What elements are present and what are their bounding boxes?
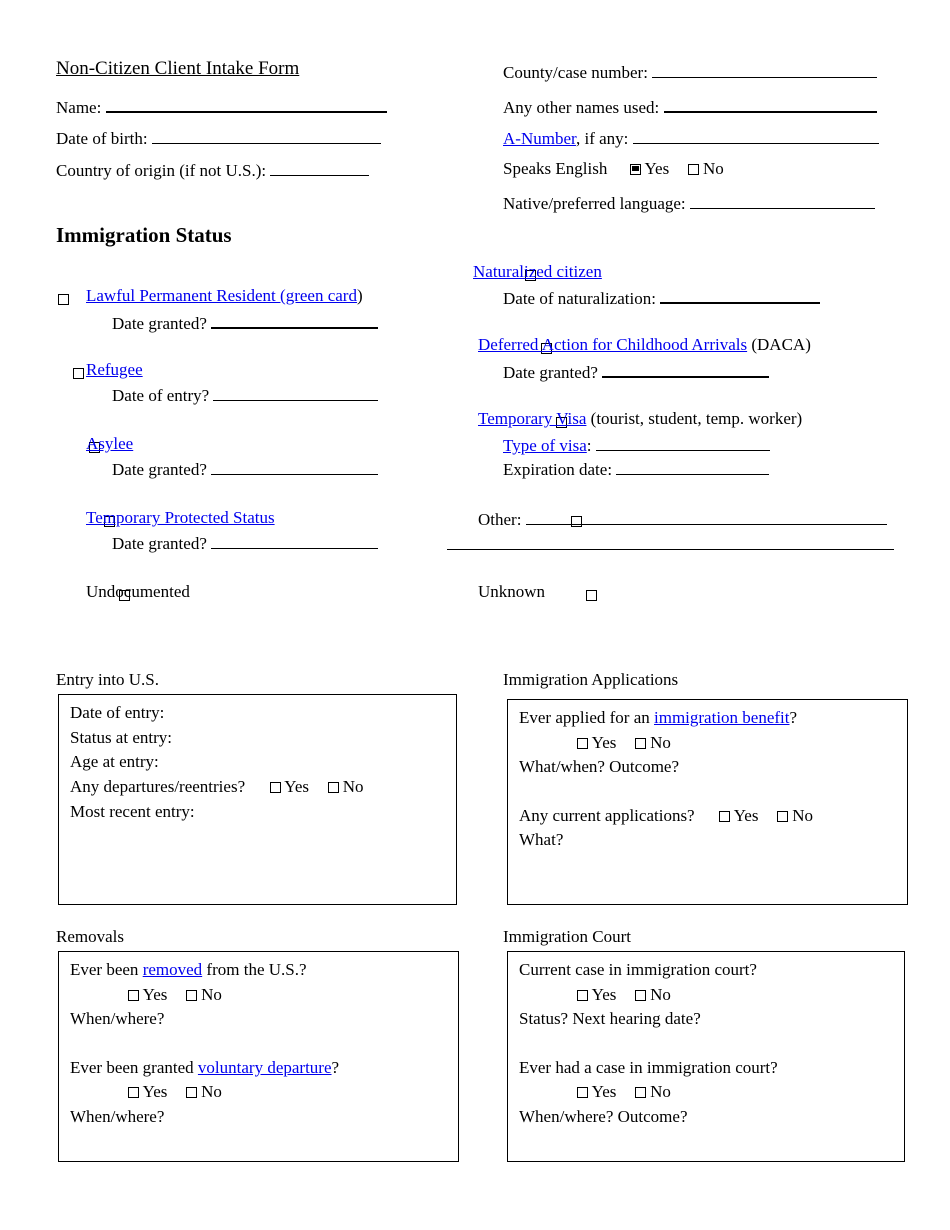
- tps-date-label: Date granted?: [112, 534, 207, 553]
- lpr-close-paren: ): [356, 286, 363, 305]
- voluntary-departure-options: [128, 1082, 222, 1102]
- removed-yes-checkbox[interactable]: [128, 990, 139, 1001]
- tps-label: [86, 508, 275, 528]
- other-status-label: Other:: [478, 510, 522, 529]
- anumber-field[interactable]: [633, 127, 879, 144]
- current-applications-label: Any current applications?: [519, 806, 695, 825]
- removals-box-title: Removals: [56, 927, 124, 946]
- naturalization-date-field[interactable]: [660, 286, 820, 304]
- lpr-date-label: Date granted?: [112, 314, 207, 333]
- departures-no-checkbox[interactable]: [328, 782, 339, 793]
- lpr-open-paren: (: [280, 286, 286, 305]
- voluntary-departure-link[interactable]: voluntary departure: [197, 1058, 332, 1077]
- naturalized-label: [473, 262, 602, 282]
- past-court-case-options: [577, 1082, 671, 1102]
- applied-benefit-options: [577, 733, 671, 753]
- language-label: Native/preferred language:: [503, 194, 686, 213]
- voluntary-departure-yes-checkbox[interactable]: [128, 1087, 139, 1098]
- temp-visa-label: [478, 409, 802, 429]
- tps-date-row: [112, 532, 378, 554]
- asylee-date-label: Date granted?: [112, 460, 207, 479]
- voluntary-departure-suffix: ?: [331, 1058, 340, 1077]
- departures-row: [70, 777, 364, 797]
- past-court-case-yes-label: Yes: [591, 1082, 617, 1101]
- naturalized-link[interactable]: Naturalized citizen: [473, 262, 602, 281]
- visa-expiration-row: [503, 458, 769, 480]
- current-court-case-yes-checkbox[interactable]: [577, 990, 588, 1001]
- removed-no-checkbox[interactable]: [186, 990, 197, 1001]
- voluntary-departure-question: [70, 1058, 339, 1078]
- removed-no-label: No: [201, 985, 222, 1004]
- naturalization-date-row: [503, 286, 820, 309]
- anumber-link[interactable]: A-Number: [503, 129, 576, 148]
- name-row: [56, 95, 387, 118]
- entry-status-label: Status at entry:: [70, 728, 172, 747]
- county-field[interactable]: [652, 61, 877, 78]
- current-applications-no-checkbox[interactable]: [777, 811, 788, 822]
- anumber-row: [503, 127, 879, 149]
- current-court-case-no-label: No: [650, 985, 671, 1004]
- removed-yes-label: Yes: [142, 985, 168, 1004]
- dob-row: [56, 127, 381, 149]
- unknown-label: Unknown: [478, 582, 546, 601]
- voluntary-departure-when-where-label: When/where?: [70, 1107, 165, 1126]
- removed-prefix: Ever been: [70, 960, 143, 979]
- court-status-label: Status? Next hearing date?: [519, 1009, 701, 1028]
- lpr-checkbox[interactable]: [58, 294, 69, 305]
- dob-label: Date of birth:: [56, 129, 148, 148]
- refugee-checkbox[interactable]: [73, 368, 84, 379]
- removed-suffix: from the U.S.?: [202, 960, 307, 979]
- green-card-link[interactable]: green card: [285, 286, 357, 305]
- visa-expiration-field[interactable]: [616, 458, 769, 475]
- current-applications-what-label: What?: [519, 830, 564, 849]
- applied-benefit-yes-label: Yes: [591, 733, 617, 752]
- type-of-visa-suffix: :: [586, 436, 592, 455]
- voluntary-departure-no-label: No: [201, 1082, 222, 1101]
- court-box-title: Immigration Court: [503, 927, 631, 946]
- entry-date-label: Date of entry:: [70, 703, 165, 722]
- country-label: Country of origin (if not U.S.):: [56, 161, 267, 180]
- other-names-row: [503, 95, 877, 118]
- entry-box: [58, 694, 457, 905]
- entry-age-label: Age at entry:: [70, 752, 159, 771]
- applied-benefit-no-label: No: [650, 733, 671, 752]
- departures-label: Any departures/reentries?: [70, 777, 246, 796]
- tps-link[interactable]: Temporary Protected Status: [86, 508, 275, 527]
- removals-box: [58, 951, 459, 1162]
- refugee-label: [86, 360, 143, 380]
- removed-when-where-label: When/where?: [70, 1009, 165, 1028]
- daca-date-row: [503, 360, 769, 383]
- daca-date-label: Date granted?: [503, 363, 598, 382]
- speaks-english-yes-checkbox[interactable]: [630, 164, 641, 175]
- refugee-date-row: [112, 384, 378, 406]
- past-court-case-no-checkbox[interactable]: [635, 1087, 646, 1098]
- voluntary-departure-yes-label: Yes: [142, 1082, 168, 1101]
- asylee-date-field[interactable]: [211, 458, 378, 475]
- lpr-date-row: [112, 311, 378, 334]
- asylee-date-row: [112, 458, 378, 480]
- language-row: [503, 192, 875, 214]
- tps-date-field[interactable]: [211, 532, 378, 549]
- court-box: [507, 951, 905, 1162]
- applied-benefit-suffix: ?: [789, 708, 798, 727]
- entry-box-title: Entry into U.S.: [56, 670, 159, 689]
- immigration-status-heading: Immigration Status: [56, 223, 232, 247]
- removed-question: [70, 960, 307, 980]
- voluntary-departure-no-checkbox[interactable]: [186, 1087, 197, 1098]
- naturalization-date-label: Date of naturalization:: [503, 289, 656, 308]
- other-status-field-line2[interactable]: [447, 533, 894, 550]
- departures-no-label: No: [342, 777, 364, 796]
- dob-field[interactable]: [152, 127, 381, 144]
- temp-visa-link[interactable]: Temporary Visa: [478, 409, 587, 428]
- voluntary-departure-prefix: Ever been granted: [70, 1058, 198, 1077]
- type-of-visa-link[interactable]: Type of visa: [503, 436, 587, 455]
- daca-date-field[interactable]: [602, 360, 769, 378]
- visa-type-field[interactable]: [596, 434, 770, 451]
- speaks-english-row: [503, 159, 724, 179]
- undocumented-label: Undocumented: [86, 582, 190, 601]
- other-names-field[interactable]: [664, 95, 877, 113]
- current-court-case-yes-label: Yes: [591, 985, 617, 1004]
- name-label: Name:: [56, 98, 102, 117]
- visa-type-row: [503, 434, 770, 456]
- speaks-english-no-label: No: [702, 159, 724, 178]
- country-row: [56, 159, 369, 181]
- other-status-field[interactable]: [526, 508, 887, 525]
- current-applications-yes-label: Yes: [733, 806, 759, 825]
- applications-box-title: Immigration Applications: [503, 670, 679, 689]
- visa-expiration-label: Expiration date:: [503, 460, 613, 479]
- speaks-english-no-checkbox[interactable]: [688, 164, 699, 175]
- form-title: Non-Citizen Client Intake Form: [56, 58, 300, 79]
- country-field[interactable]: [270, 159, 369, 176]
- past-court-case-yes-checkbox[interactable]: [577, 1087, 588, 1098]
- unknown-checkbox[interactable]: [586, 590, 597, 601]
- current-applications-row: [519, 806, 813, 826]
- lpr-label: [86, 286, 363, 306]
- past-court-case-outcome-label: When/where? Outcome?: [519, 1107, 688, 1126]
- refugee-date-field[interactable]: [213, 384, 378, 401]
- current-applications-no-label: No: [792, 806, 814, 825]
- daca-suffix: (DACA): [747, 335, 811, 354]
- other-names-label: Any other names used:: [503, 98, 660, 117]
- county-label: County/case number:: [503, 63, 648, 82]
- past-court-case-label: Ever had a case in immigration court?: [519, 1058, 778, 1077]
- applications-box: [507, 699, 908, 905]
- applied-what-when-label: What/when? Outcome?: [519, 757, 680, 776]
- other-status-row: [478, 508, 887, 530]
- speaks-english-label: Speaks English: [503, 159, 608, 178]
- current-court-case-no-checkbox[interactable]: [635, 990, 646, 1001]
- current-court-case-label: Current case in immigration court?: [519, 960, 757, 979]
- name-field[interactable]: [106, 95, 387, 113]
- temp-visa-suffix: (tourist, student, temp. worker): [586, 409, 803, 428]
- lpr-link[interactable]: Lawful Permanent Resident: [86, 286, 281, 305]
- past-court-case-no-label: No: [650, 1082, 671, 1101]
- refugee-date-label: Date of entry?: [112, 386, 210, 405]
- anumber-suffix: , if any:: [575, 129, 629, 148]
- departures-yes-checkbox[interactable]: [270, 782, 281, 793]
- asylee-link[interactable]: Asylee: [86, 434, 134, 453]
- daca-label: [478, 335, 811, 355]
- speaks-english-yes-label: Yes: [644, 159, 670, 178]
- removed-link[interactable]: removed: [142, 960, 203, 979]
- current-applications-yes-checkbox[interactable]: [719, 811, 730, 822]
- applied-benefit-question: [519, 708, 797, 728]
- departures-yes-label: Yes: [284, 777, 309, 796]
- language-field[interactable]: [690, 192, 875, 209]
- lpr-date-field[interactable]: [211, 311, 378, 329]
- applied-benefit-no-checkbox[interactable]: [635, 738, 646, 749]
- applied-benefit-prefix: Ever applied for an: [519, 708, 654, 727]
- county-row: [503, 61, 877, 83]
- refugee-link[interactable]: Refugee: [86, 360, 143, 379]
- asylee-label: [86, 434, 133, 454]
- applied-benefit-yes-checkbox[interactable]: [577, 738, 588, 749]
- removed-options: [128, 985, 222, 1005]
- current-court-case-options: [577, 985, 671, 1005]
- immigration-benefit-link[interactable]: immigration benefit: [654, 708, 790, 727]
- daca-link[interactable]: Deferred Action for Childhood Arrivals: [478, 335, 748, 354]
- most-recent-entry-label: Most recent entry:: [70, 802, 195, 821]
